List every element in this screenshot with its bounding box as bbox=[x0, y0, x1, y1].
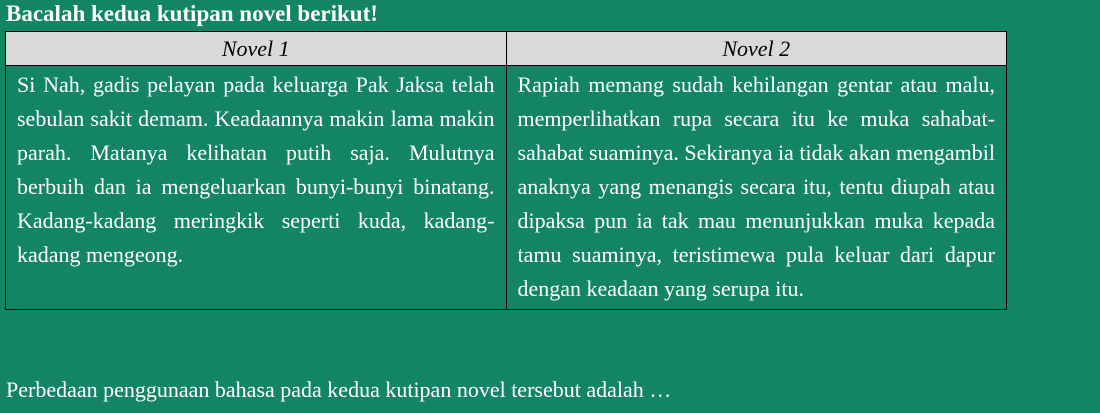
header-novel-2: Novel 2 bbox=[506, 32, 1007, 66]
excerpt-novel-1: Si Nah, gadis pelayan pada keluarga Pak Jaksa telah sebulan sakit demam. Keadaannya makin lama makin parah. Matanya kelihatan putih saja. Mulutnya berbuih dan ia mengeluarkan bunyi-bunyi binatang. Kadang-kadang meringkik seperti kuda, kadang-kadang mengeong. bbox=[6, 66, 507, 310]
novel-comparison-table bbox=[5, 31, 1007, 310]
instruction-heading: Bacalah kedua kutipan novel berikut! bbox=[6, 1, 378, 26]
excerpt-novel-2: Rapiah memang sudah kehilangan gentar atau malu, memperlihatkan rupa secara itu ke muka sahabat-sahabat suaminya. Sekiranya ia tidak akan mengambil anaknya yang menangis secara itu, tentu diupah atau dipaksa pun ia tak mau menunjukkan muka kepada tamu suaminya, teristimewa pula keluar dari dapur dengan keadaan yang serupa itu. bbox=[506, 66, 1007, 310]
table-header-row bbox=[6, 32, 1007, 66]
table-row bbox=[6, 66, 1007, 310]
question-text: Perbedaan penggunaan bahasa pada kedua kutipan novel tersebut adalah … bbox=[6, 377, 672, 402]
header-novel-1: Novel 1 bbox=[6, 32, 507, 66]
